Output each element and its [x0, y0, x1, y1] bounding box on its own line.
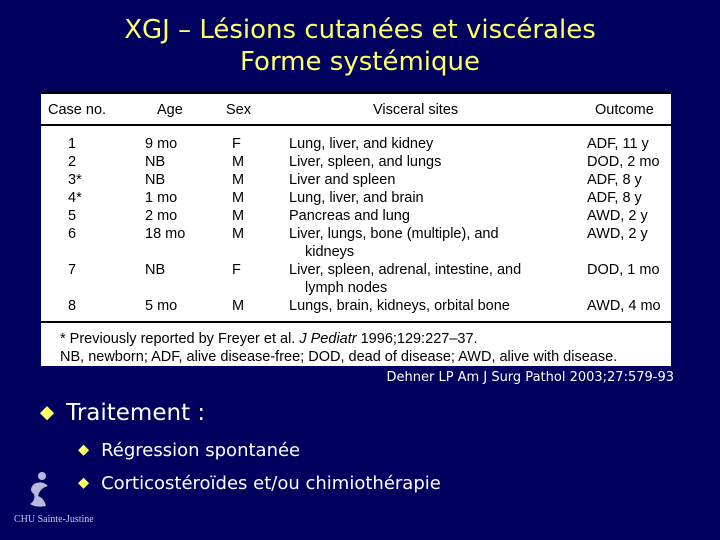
bullet-traitement-label: Traitement :	[66, 400, 206, 426]
header-case: Case no.	[48, 102, 107, 118]
row4-age: 1 mo	[145, 190, 178, 206]
row1-case: 1	[68, 136, 77, 152]
row3-sex: M	[232, 172, 245, 188]
row2-outcome: DOD, 2 mo	[587, 154, 660, 170]
header-visceral-sites: Visceral sites	[373, 102, 459, 118]
header-sex: Sex	[226, 102, 251, 118]
row2-age: NB	[145, 154, 166, 170]
row1-age: 9 mo	[145, 136, 178, 152]
row6-case: 6	[68, 226, 77, 242]
row5-outcome: AWD, 2 y	[587, 208, 648, 224]
row6-sex: M	[232, 226, 245, 242]
row8-sites: Lungs, brain, kidneys, orbital bone	[289, 298, 510, 314]
row4-sites: Lung, liver, and brain	[289, 190, 424, 206]
row7-outcome: DOD, 1 mo	[587, 262, 660, 278]
row3-age: NB	[145, 172, 166, 188]
table-bottom-rule	[41, 321, 671, 323]
row3-sites: Liver and spleen	[289, 172, 396, 188]
row3-outcome: ADF, 8 y	[587, 172, 642, 188]
row6-sites-line1: Liver, lungs, bone (multiple), and	[289, 226, 499, 242]
sub-bullet-1-label: Régression spontanée	[101, 440, 301, 461]
sub-bullet-2-label: Corticostéroïdes et/ou chimiothérapie	[101, 473, 441, 494]
row1-outcome: ADF, 11 y	[587, 136, 649, 152]
row1-sex: F	[232, 136, 241, 152]
row2-case: 2	[68, 154, 77, 170]
row8-age: 5 mo	[145, 298, 178, 314]
source-citation: Dehner LP Am J Surg Pathol 2003;27:579-93	[386, 370, 674, 385]
row8-sex: M	[232, 298, 245, 314]
footnote-journal: J Pediatr	[299, 331, 357, 347]
row5-case: 5	[68, 208, 77, 224]
bullet-traitement	[40, 400, 205, 426]
hospital-logo	[14, 470, 110, 530]
row7-sex: F	[232, 262, 241, 278]
table-footnote-1: * Previously reported by Freyer et al. J Pediatr 1996;129:227–37.	[60, 331, 478, 347]
header-age: Age	[157, 102, 183, 118]
slide-title	[0, 14, 720, 78]
row5-sex: M	[232, 208, 245, 224]
table-footnote-2: NB, newborn; ADF, alive disease-free; DOD, dead of disease; AWD, alive with disease.	[60, 349, 618, 365]
row5-sites: Pancreas and lung	[289, 208, 410, 224]
title-line-1: XGJ – Lésions cutanées et viscérales	[124, 15, 596, 45]
row1-sites: Lung, liver, and kidney	[289, 136, 434, 152]
row5-age: 2 mo	[145, 208, 178, 224]
row4-outcome: ADF, 8 y	[587, 190, 642, 206]
sub-bullet-2	[78, 473, 441, 494]
row7-sites-line1: Liver, spleen, adrenal, intestine, and	[289, 262, 522, 278]
row7-sites-line2: lymph nodes	[305, 280, 388, 296]
diamond-bullet-icon: ◆	[40, 402, 55, 423]
table-top-rule	[41, 92, 671, 94]
row4-case: 4*	[68, 190, 82, 206]
diamond-bullet-icon: ◆	[78, 475, 90, 491]
row7-age: NB	[145, 262, 166, 278]
sub-bullet-1	[78, 440, 300, 461]
header-outcome: Outcome	[595, 102, 654, 118]
table-header-rule	[41, 124, 671, 126]
title-line-2: Forme systémique	[240, 47, 480, 77]
row8-case: 8	[68, 298, 77, 314]
row2-sex: M	[232, 154, 245, 170]
row6-age: 18 mo	[145, 226, 186, 242]
sainte-justine-logo-icon	[20, 470, 60, 512]
row6-outcome: AWD, 2 y	[587, 226, 648, 242]
row8-outcome: AWD, 4 mo	[587, 298, 661, 314]
diamond-bullet-icon: ◆	[78, 442, 90, 458]
row2-sites: Liver, spleen, and lungs	[289, 154, 442, 170]
case-table	[41, 92, 671, 366]
row6-sites-line2: kidneys	[305, 244, 355, 260]
logo-text: CHU Sainte-Justine	[14, 514, 94, 525]
row7-case: 7	[68, 262, 77, 278]
row3-case: 3*	[68, 172, 82, 188]
row4-sex: M	[232, 190, 245, 206]
